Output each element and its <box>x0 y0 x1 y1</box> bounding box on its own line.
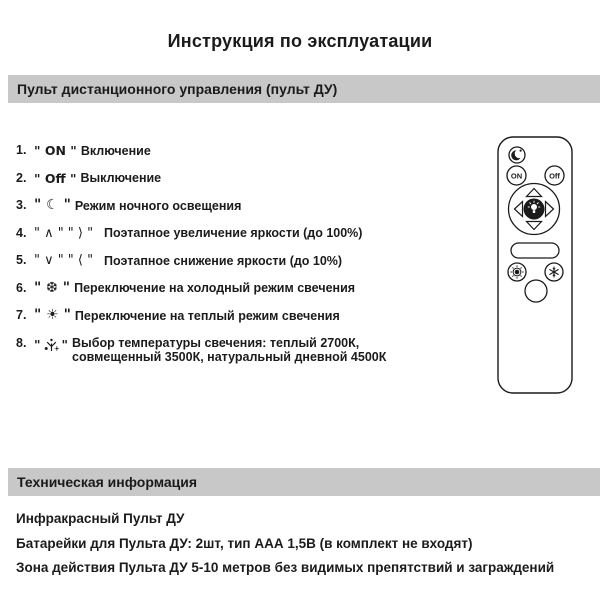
snowflake-icon <box>549 267 558 278</box>
list-item-temperature-select <box>16 337 484 365</box>
item-number: 8. <box>16 335 27 350</box>
section-header-tech <box>8 468 600 496</box>
section-header-remote <box>8 75 600 103</box>
snowflake-icon: " ❆ " <box>34 279 71 296</box>
item-text: Переключение на теплый режим свечения <box>74 308 340 323</box>
temperature-select-icon <box>43 337 60 353</box>
tech-info-block <box>16 507 554 581</box>
dial-right-arrow <box>546 202 554 217</box>
moon-icon: " ☾ " <box>34 197 71 213</box>
list-item-night-mode <box>16 199 484 213</box>
item-number: 3. <box>16 198 27 212</box>
chevron-down-icon: " ∨ " <box>34 253 64 268</box>
dial-left-arrow <box>515 202 523 217</box>
remote-off-label: Off <box>549 171 560 181</box>
item-text <box>72 337 386 365</box>
item-text-line2: совмещенный 3500К, натуральный дневной 4500К <box>72 349 387 364</box>
remote-night-mode-button <box>509 147 525 163</box>
warm-dot-icon <box>515 270 520 275</box>
item-text: Поэтапное увеличение яркости (до 100%) <box>104 226 363 240</box>
remote-control-drawing <box>490 133 582 403</box>
item-number: 6. <box>16 280 27 295</box>
chevron-right-icon: " ⟩ " <box>67 225 94 241</box>
remote-control-illustration <box>490 133 582 403</box>
temperature-select-symbol <box>34 337 68 353</box>
quote-close: " <box>61 336 69 352</box>
tech-info-line: Батарейки для Пульта ДУ: 2шт, тип ААА 1,5В (в комплект не входят) <box>16 535 473 551</box>
list-item-off <box>16 172 484 186</box>
remote-on-label: ON <box>510 171 523 181</box>
remote-cool-mode-button <box>545 263 563 281</box>
chevron-up-icon: " ∧ " <box>34 225 64 241</box>
item-text: Включение <box>80 143 151 158</box>
item-number: 4. <box>16 225 27 240</box>
chevron-left-icon: " ⟨ " <box>67 253 94 268</box>
tech-info-line: Инфракрасный Пульт ДУ <box>16 511 185 526</box>
remote-pill-button <box>511 243 559 258</box>
off-label-symbol: " Off " <box>34 170 77 186</box>
item-number: 7. <box>16 308 27 322</box>
item-text-line1: Выбор температуры свечения: теплый 2700К, <box>72 336 360 350</box>
item-text: Выключение <box>80 171 162 185</box>
dial-down-arrow <box>527 222 542 230</box>
quote-open: " <box>34 336 41 352</box>
section-header-tech-label: Техническая информация <box>17 474 198 490</box>
remote-brightness-dial <box>509 184 560 235</box>
item-number: 1. <box>16 143 27 157</box>
item-number: 5. <box>16 253 27 267</box>
list-item-brightness-down <box>16 254 484 268</box>
item-text: Режим ночного освещения <box>74 198 242 213</box>
sun-icon: " ☀ " <box>34 307 71 323</box>
list-item-on <box>16 144 484 158</box>
on-label-symbol: " ON " <box>34 143 77 158</box>
tech-info-line: Зона действия Пульта ДУ 5-10 метров без видимых препятствий и заграждений <box>16 560 555 575</box>
list-item-warm-mode <box>16 309 484 323</box>
remote-on-button <box>507 166 526 185</box>
section-header-remote-label: Пульт дистанционного управления (пульт ДУ) <box>17 81 338 97</box>
page-title: Инструкция по эксплуатации <box>167 31 433 51</box>
list-item-brightness-up <box>16 227 484 241</box>
list-item-cool-mode <box>16 279 484 296</box>
item-text: Поэтапное снижение яркости (до 10%) <box>104 253 343 268</box>
dial-up-arrow <box>527 189 542 197</box>
remote-warm-mode-button <box>508 263 526 281</box>
item-number: 2. <box>16 170 27 185</box>
item-text: Переключение на холодный режим свечения <box>74 281 356 295</box>
remote-body <box>498 137 572 393</box>
remote-round-button <box>525 280 547 302</box>
remote-off-button <box>545 166 564 185</box>
instruction-list <box>16 144 484 378</box>
